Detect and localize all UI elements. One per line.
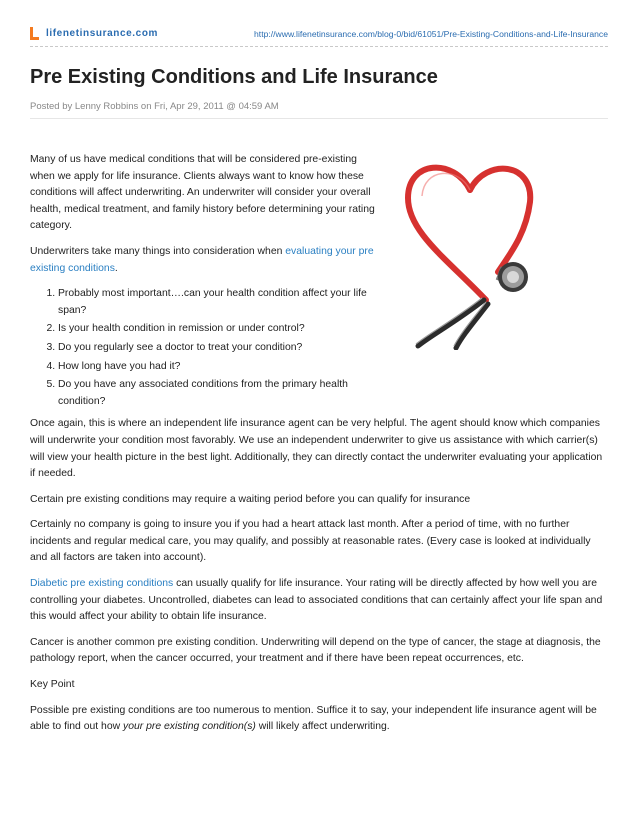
site-logo-icon [30, 27, 40, 40]
conclusion-start: Possible pre existing conditions are too numerous to mention. Suffice it to say, your independent life insurance agent will be able to find out how [30, 704, 597, 733]
heart-attack-paragraph: Certainly no company is going to insure you if you had a heart attack last month. After a period of time, with no further incidents and regular medical care, you may qualify, and possibly at reasonable rates. (Every case is looked at individually and all factors are taken into account). [30, 519, 591, 564]
considerations-text: Underwriters take many things into consideration when [30, 245, 286, 257]
list-item: 5. Do you have any associated conditions from the primary health condition? [58, 377, 380, 410]
conclusion-end: will likely affect underwriting. [255, 721, 390, 733]
conclusion-emphasis: your pre existing condition(s) [123, 721, 256, 733]
diabetic-conditions-link[interactable]: Diabetic pre existing conditions [30, 578, 174, 590]
site-name[interactable]: lifenetinsurance.com [46, 28, 159, 39]
evaluating-conditions-link[interactable]: evaluating your pre existing conditions [30, 245, 374, 274]
header-divider [30, 46, 608, 47]
list-item: 4. How long have you had it? [58, 359, 380, 376]
cancer-paragraph: Cancer is another common pre existing condition. Underwriting will depend on the type of cancer, the stage at diagnosis, the pathology report, when the cancer occurred, your treatment and if there have been repeat occurrences, etc. [30, 636, 601, 665]
diabetes-paragraph [30, 576, 608, 626]
considerations-list [30, 286, 380, 410]
list-item: 1. Probably most important….can your health condition affect your life span? [58, 286, 380, 319]
page-url[interactable]: http://www.lifenetinsurance.com/blog-0/bid/61051/Pre-Existing-Conditions-and-Life-Insurance [254, 29, 608, 39]
diabetes-text: can usually qualify for life insurance. Your rating will be directly affected by how well you are controlling your diabetes. Uncontrolled, diabetes can lead to associated conditions that can certainly affect your life span and this would affect your ability to obtain life insurance. [30, 578, 603, 623]
key-point-heading: Key Point [30, 679, 75, 691]
considerations-end: . [114, 262, 118, 274]
waiting-period-paragraph: Certain pre existing conditions may require a waiting period before you can qualify for insurance [30, 493, 471, 505]
intro-paragraph: Many of us have medical conditions that will be considered pre-existing when we apply for life insurance. Clients always want to know how these conditions will affect underwriting. An underwriter will consider your overall health, medical treatment, and family history before determining your rating category. [30, 154, 375, 232]
header-bar [30, 24, 608, 46]
agent-paragraph: Once again, this is where an independent life insurance agent can be very helpful. The agent should know which companies will underwrite your condition most favorably. We use an independent underwriter to give us assistance with which carrier(s) will view your health picture in the best light. Additionally, they can directly contact the underwriter evaluating your application if needed. [30, 418, 603, 480]
article-byline: Posted by Lenny Robbins on Fri, Apr 29, 2011 @ 04:59 AM [30, 101, 279, 112]
conclusion-paragraph [30, 703, 608, 736]
article-title: Pre Existing Conditions and Life Insurance [30, 66, 438, 88]
article-body [30, 152, 608, 745]
list-item: 3. Do you regularly see a doctor to treat your condition? [58, 340, 380, 357]
list-item: 2. Is your health condition in remission or under control? [58, 321, 380, 338]
byline-divider [30, 118, 608, 119]
considerations-paragraph [30, 244, 380, 277]
